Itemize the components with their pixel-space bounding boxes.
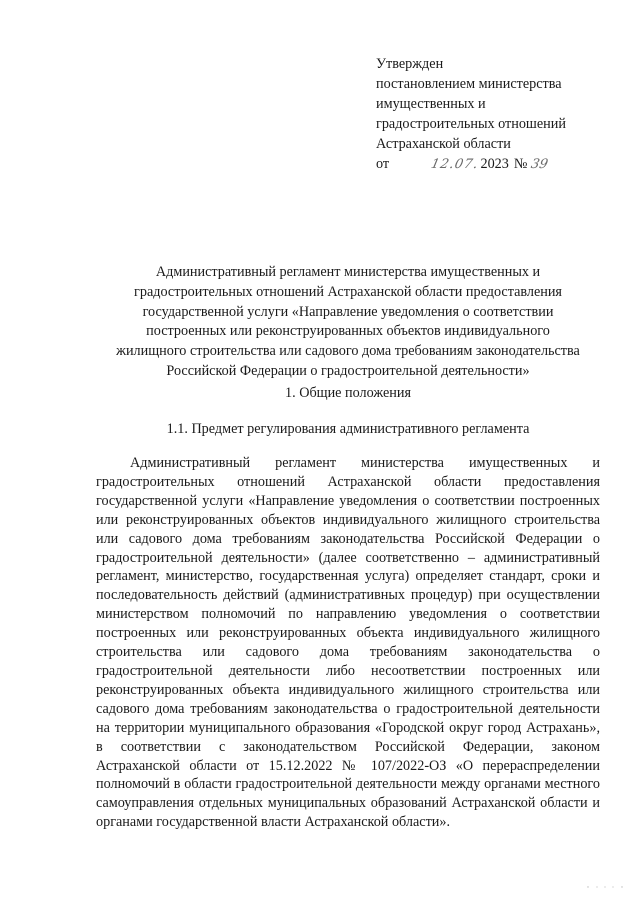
regulation-title-line: градостроительных отношений Астраханской области предоставления — [134, 283, 562, 300]
subsection-heading: 1.1. Предмет регулирования административного регламента — [166, 421, 530, 437]
regulation-title-line: Российской Федерации о градостроительной деятельности» — [166, 362, 530, 379]
approval-line: имущественных и — [376, 96, 486, 112]
regulation-title — [96, 263, 600, 382]
approval-line: Утвержден — [376, 56, 444, 72]
approval-stamp-block — [376, 54, 626, 175]
section-heading: 1. Общие положения — [285, 385, 411, 401]
number-sign: № — [513, 156, 528, 172]
regulation-title-line: жилищного строительства или садового дома требованиям законодательства — [116, 343, 580, 360]
approval-date-number-line — [376, 154, 626, 175]
approval-line: градостроительных отношений — [376, 116, 566, 132]
approval-line: постановлением министерства — [376, 76, 562, 92]
from-label: от — [376, 156, 390, 172]
regulation-title-line: построенных или реконструированных объектов индивидуального — [146, 323, 550, 340]
handwritten-date: 12.07. — [429, 157, 481, 172]
regulation-title-line: государственной услуги «Направление уведомления о соответствии — [142, 303, 554, 320]
handwritten-number: 39 — [529, 157, 550, 172]
approval-line: Астраханской области — [376, 136, 511, 152]
body-paragraph: Административный регламент министерства имущественных и градостроительных отношений Астраханской области предоставления государственной услуги «Направление уведомления о соответствии построенных или реконструированных объектов индивидуального жилищного строительства или садового дома требованиям законодательства Российской Федерации о градостроительной деятельности» (далее соответственно – административный регламент, министерство, государственная услуга) определяет стандарт, сроки и последовательность действий (административных процедур) при осуществлении министерством полномочий по направлению уведомления о соответствии построенных или реконструированных объекта индивидуального жилищного строительства или садового дома требованиям законодательства о градостроительной деятельности либо несоответствии построенных или реконструированных объекта индивидуального жилищного строительства или садового дома требованиям законодательства о градостроительной деятельности на территории муниципального образования «Городской округ город Астрахань», в соответствии с законодательством Российской Федерации, законом Астраханской области от 15.12.2022 № 107/2022-ОЗ «О перераспределении полномочий в области градостроительной деятельности между органами местного самоуправления отдельных муниципальных образований Астраханской области и органами государственной власти Астраханской области». — [96, 455, 600, 831]
approval-year: 2023 — [480, 156, 509, 172]
regulation-title-line: Административный регламент министерства имущественных и — [155, 264, 541, 280]
scan-specks-decoration — [586, 884, 626, 890]
